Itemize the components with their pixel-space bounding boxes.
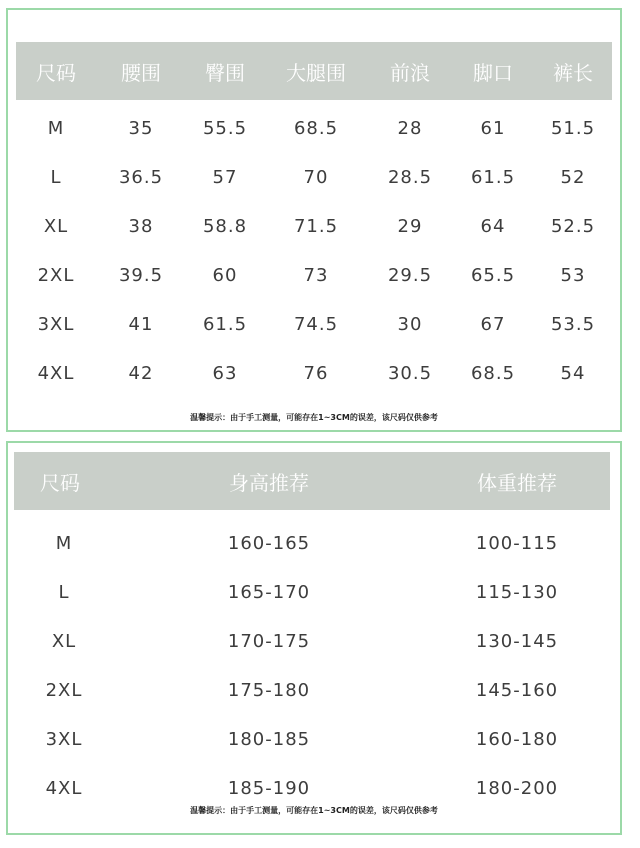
table-cell: 65.5 xyxy=(470,264,516,286)
table-row xyxy=(14,768,610,808)
table-row xyxy=(16,353,612,393)
table-cell: 76 xyxy=(303,362,329,384)
table-cell: 54 xyxy=(560,362,586,384)
size-measurement-table xyxy=(6,8,622,432)
table-cell: 61.5 xyxy=(202,313,248,335)
table-cell: 61.5 xyxy=(470,166,516,188)
table-row xyxy=(14,523,610,563)
table-row xyxy=(14,670,610,710)
table-cell: 180-185 xyxy=(227,728,311,750)
table-cell: 3XL xyxy=(37,313,75,335)
table-cell: 30 xyxy=(397,313,423,335)
table-cell: 165-170 xyxy=(227,581,311,603)
header-weight-recommendation: 体重推荐 xyxy=(477,470,557,495)
table-row xyxy=(16,255,612,295)
table-cell: 53.5 xyxy=(550,313,596,335)
table-cell: 160-165 xyxy=(227,532,311,554)
table-cell: 28 xyxy=(397,117,423,139)
table-row xyxy=(14,719,610,759)
table-cell: 180-200 xyxy=(475,777,559,799)
table-row xyxy=(16,157,612,197)
table-cell: 51.5 xyxy=(550,117,596,139)
table-cell: 30.5 xyxy=(387,362,433,384)
header-waist: 腰围 xyxy=(121,60,161,85)
header-size: 尺码 xyxy=(36,60,76,85)
table-cell: 68.5 xyxy=(293,117,339,139)
table-header xyxy=(16,42,612,100)
table-cell: L xyxy=(58,581,70,603)
measurement-note: 温馨提示：由于手工测量，可能存在1~3CM的误差，该尺码仅供参考 xyxy=(190,806,438,815)
table-cell: 35 xyxy=(128,117,154,139)
table-cell: 74.5 xyxy=(293,313,339,335)
table-cell: 63 xyxy=(212,362,238,384)
table-cell: 130-145 xyxy=(475,630,559,652)
table-cell: 58.8 xyxy=(202,215,248,237)
table-cell: 41 xyxy=(128,313,154,335)
table-cell: 28.5 xyxy=(387,166,433,188)
table-cell: 175-180 xyxy=(227,679,311,701)
table-row xyxy=(14,621,610,661)
table-cell: L xyxy=(50,166,62,188)
header-length: 裤长 xyxy=(553,60,593,85)
table-cell: 67 xyxy=(480,313,506,335)
table-cell: 70 xyxy=(303,166,329,188)
header-thigh: 大腿围 xyxy=(286,60,346,85)
table-cell: 100-115 xyxy=(475,532,559,554)
table-cell: 4XL xyxy=(37,362,75,384)
table-cell: 52 xyxy=(560,166,586,188)
table-cell: 39.5 xyxy=(118,264,164,286)
table-cell: 185-190 xyxy=(227,777,311,799)
table-cell: 64 xyxy=(480,215,506,237)
table-cell: 73 xyxy=(303,264,329,286)
table-row xyxy=(16,304,612,344)
table-row xyxy=(16,206,612,246)
table-cell: 55.5 xyxy=(202,117,248,139)
table-header xyxy=(14,452,610,510)
table-row xyxy=(14,572,610,612)
table-cell: 53 xyxy=(560,264,586,286)
table-cell: XL xyxy=(51,630,77,652)
table-cell: 36.5 xyxy=(118,166,164,188)
table-row xyxy=(16,108,612,148)
table-cell: 115-130 xyxy=(475,581,559,603)
table-cell: M xyxy=(47,117,65,139)
header-front-rise: 前浪 xyxy=(390,60,430,85)
table-cell: 42 xyxy=(128,362,154,384)
table-cell: 60 xyxy=(212,264,238,286)
measurement-note: 温馨提示：由于手工测量，可能存在1~3CM的误差，该尺码仅供参考 xyxy=(190,413,438,422)
table-cell: 170-175 xyxy=(227,630,311,652)
table-cell: 160-180 xyxy=(475,728,559,750)
fit-recommendation-table xyxy=(6,441,622,835)
table-cell: XL xyxy=(43,215,69,237)
header-height-recommendation: 身高推荐 xyxy=(229,470,309,495)
table-cell: 2XL xyxy=(37,264,75,286)
table-cell: 57 xyxy=(212,166,238,188)
header-leg-opening: 脚口 xyxy=(473,60,513,85)
header-size: 尺码 xyxy=(40,470,80,495)
table-cell: 71.5 xyxy=(293,215,339,237)
table-cell: 52.5 xyxy=(550,215,596,237)
table-cell: M xyxy=(55,532,73,554)
table-cell: 145-160 xyxy=(475,679,559,701)
table-cell: 4XL xyxy=(45,777,83,799)
table-cell: 38 xyxy=(128,215,154,237)
table-cell: 29 xyxy=(397,215,423,237)
table-cell: 29.5 xyxy=(387,264,433,286)
table-cell: 3XL xyxy=(45,728,83,750)
table-cell: 68.5 xyxy=(470,362,516,384)
table-cell: 61 xyxy=(480,117,506,139)
table-cell: 2XL xyxy=(45,679,83,701)
header-hip: 臀围 xyxy=(205,60,245,85)
